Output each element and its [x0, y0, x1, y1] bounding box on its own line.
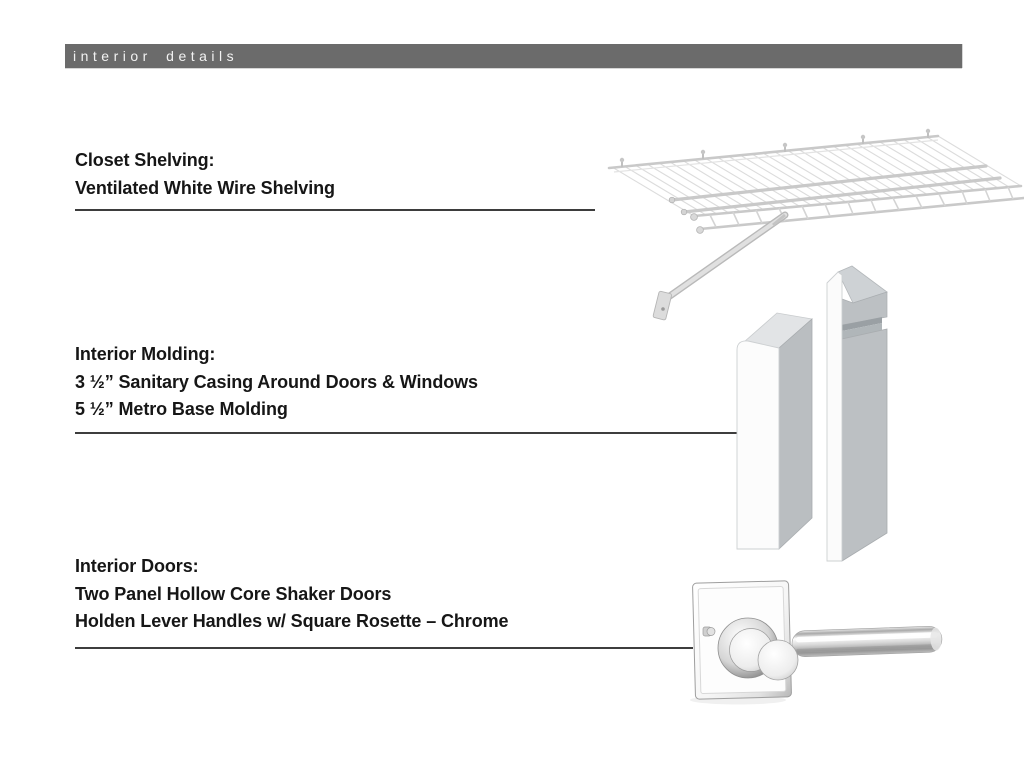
shelf-front-cap-top: [691, 214, 698, 221]
door-lever-illustration: [680, 570, 950, 715]
lever-hub-boss: [758, 640, 798, 680]
section-interior-doors: [75, 553, 693, 649]
shelf-front-rail-top: [694, 186, 1021, 216]
sanitary-casing-profile: [737, 313, 812, 549]
section-line: Holden Lever Handles w/ Square Rosette – Chrome: [75, 611, 509, 631]
section-line: Two Panel Hollow Core Shaker Doors: [75, 583, 392, 604]
section-closet-shelving: [75, 147, 595, 211]
section-line: Ventilated White Wire Shelving: [75, 177, 335, 198]
rosette-screw: [703, 627, 715, 636]
metro-base-profile: [827, 266, 887, 561]
section-divider: [75, 209, 595, 211]
section-title: Closet Shelving:: [75, 150, 215, 170]
section-title: Interior Doors:: [75, 556, 199, 576]
page-title: interior details: [73, 48, 239, 64]
section-interior-molding: [75, 341, 737, 434]
lever-bar: [792, 626, 943, 657]
molding-profiles-illustration: [700, 255, 895, 570]
header-bar: [65, 44, 962, 68]
section-divider: [75, 432, 737, 434]
section-line: 5 ½” Metro Base Molding: [75, 399, 288, 419]
section-divider: [75, 647, 693, 649]
shelf-runner-wires: [669, 166, 1000, 215]
section-title: Interior Molding:: [75, 344, 216, 364]
shelf-front-rail-bottom: [700, 198, 1024, 229]
section-line: 3 ½” Sanitary Casing Around Doors & Windows: [75, 371, 478, 392]
shelf-front-cap-bottom: [697, 227, 704, 234]
